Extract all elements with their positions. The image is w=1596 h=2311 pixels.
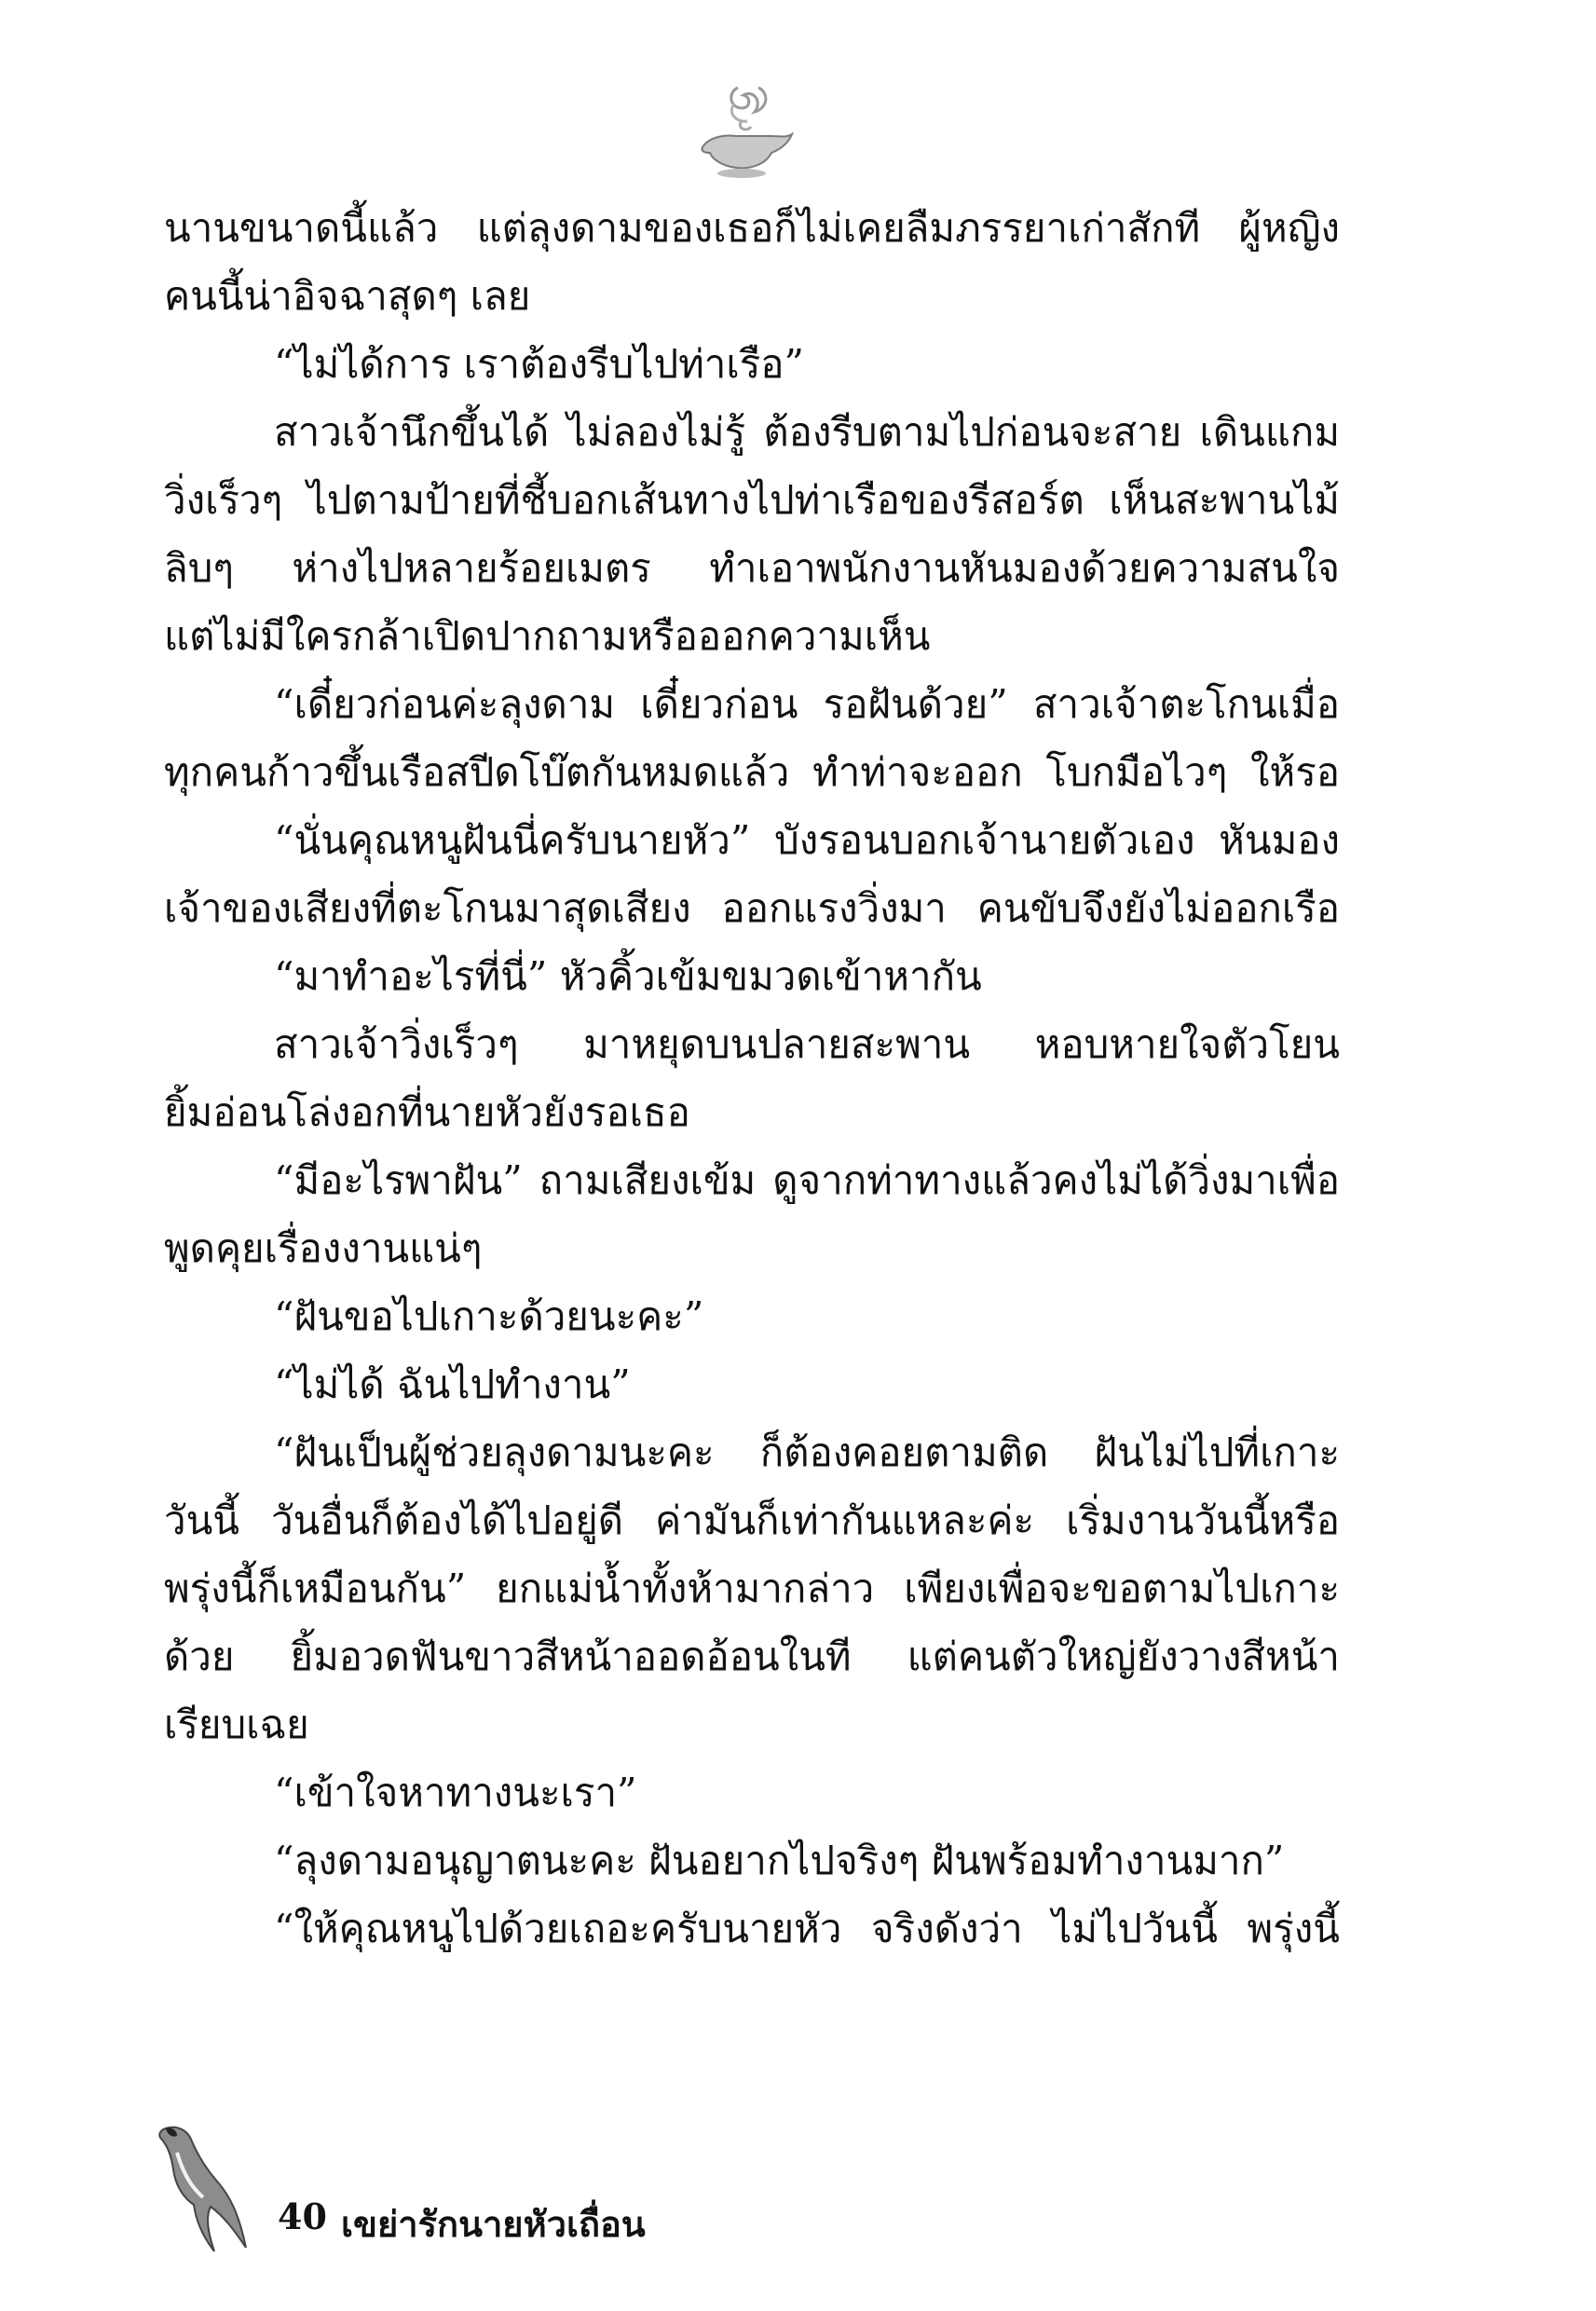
page-number: 40 [278,2195,327,2237]
book-title: เขย่ารักนายหัวเถื่อน [341,2203,646,2245]
text-line: แต่ไม่มีใครกล้าเปิดปากถามหรือออกความเห็น [164,613,931,659]
text-line: นานขนาดนี้แล้ว แต่ลุงดามของเธอก็ไม่เคยลืมภรรยาเก่าสักที ผู้หญิง [164,205,1340,251]
text-line: พูดคุยเรื่องงานแน่ๆ [164,1225,483,1271]
swallow-bird-icon [149,2115,252,2255]
text-line: “ลุงดามอนุญาตนะคะ ฝันอยากไปจริงๆ ฝันพร้อมทำงานมาก” [274,1838,1285,1883]
text-line: “เข้าใจหาทางนะเรา” [274,1770,637,1815]
text-line: “เดี๋ยวก่อนค่ะลุงดาม เดี๋ยวก่อน รอฝันด้วย” สาวเจ้าตะโกนเมื่อ [274,681,1340,727]
text-line: สาวเจ้าวิ่งเร็วๆ มาหยุดบนปลายสะพาน หอบหายใจตัวโยน [274,1021,1340,1067]
text-line: “ให้คุณหนูไปด้วยเถอะครับนายหัว จริงดังว่า ไม่ไปวันนี้ พรุ่งนี้ [274,1906,1340,1951]
text-line: ทุกคนก้าวขึ้นเรือสปีดโบ๊ตกันหมดแล้ว ทำท่าจะออก โบกมือไวๆ ให้รอ [164,749,1340,795]
text-line: เรียบเฉย [164,1702,309,1747]
text-line: “มีอะไรพาฝัน” ถามเสียงเข้ม ดูจากท่าทางแล้วคงไม่ได้วิ่งมาเพื่อ [274,1157,1340,1203]
text-line: “มาทำอะไรที่นี่” หัวคิ้วเข้มขมวดเข้าหากัน [274,953,982,999]
text-line: ด้วย ยิ้มอวดฟันขาวสีหน้าออดอ้อนในที แต่คนตัวใหญ่ยังวางสีหน้า [164,1634,1340,1679]
text-line: คนนี้น่าอิจฉาสุดๆ เลย [164,273,531,319]
text-line: “ฝันเป็นผู้ช่วยลุงดามนะคะ ก็ต้องคอยตามติด ฝันไม่ไปที่เกาะ [274,1429,1340,1475]
genie-lamp-icon [689,80,801,183]
text-line: พรุ่งนี้ก็เหมือนกัน” ยกแม่น้ำทั้งห้ามากล่าว เพียงเพื่อจะขอตามไปเกาะ [164,1566,1340,1611]
text-line: ยิ้มอ่อนโล่งอกที่นายหัวยังรอเธอ [164,1089,690,1135]
body-text [164,194,1340,1962]
text-line: “ไม่ได้การ เราต้องรีบไปท่าเรือ” [274,341,804,387]
text-line: สาวเจ้านึกขึ้นได้ ไม่ลองไม่รู้ ต้องรีบตามไปก่อนจะสาย เดินแกม [274,409,1340,455]
text-line: ลิบๆ ห่างไปหลายร้อยเมตร ทำเอาพนักงานหันมองด้วยความสนใจ [164,545,1340,591]
text-line: เจ้าของเสียงที่ตะโกนมาสุดเสียง ออกแรงวิ่งมา คนขับจึงยังไม่ออกเรือ [164,885,1340,931]
text-line: “ไม่ได้ ฉันไปทำงาน” [274,1361,631,1407]
text-line: “ฝันขอไปเกาะด้วยนะคะ” [274,1293,704,1339]
text-line: “นั่นคุณหนูฝันนี่ครับนายหัว” บังรอนบอกเจ้านายตัวเอง หันมอง [274,817,1340,863]
text-line: วันนี้ วันอื่นก็ต้องได้ไปอยู่ดี ค่ามันก็เท่ากันแหละค่ะ เริ่มงานวันนี้หรือ [164,1497,1340,1543]
page-footer [149,2115,801,2264]
text-line: วิ่งเร็วๆ ไปตามป้ายที่ชี้บอกเส้นทางไปท่าเรือของรีสอร์ต เห็นสะพานไม้ [164,477,1340,523]
